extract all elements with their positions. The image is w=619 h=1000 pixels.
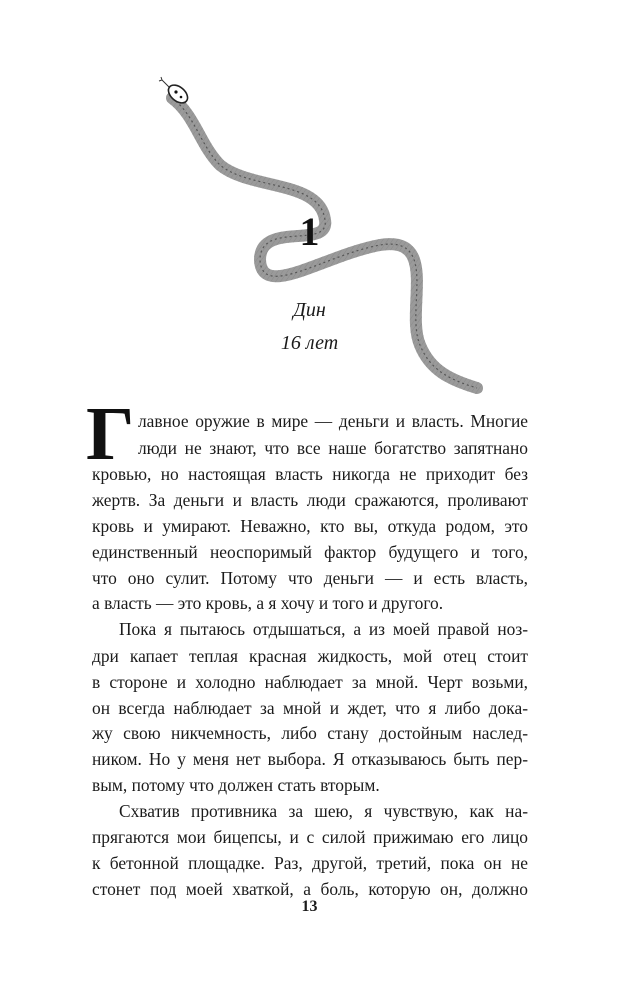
text-line: прягаются мои бицепсы, и с силой прижимаю его лицо: [92, 827, 528, 847]
chapter-pov-name: Дин: [293, 299, 326, 321]
text-line: жертв. За деньги и власть люди сражаются, проливают: [92, 490, 528, 510]
drop-cap: Г: [86, 392, 135, 476]
chapter-pov-age: 16 лет: [280, 332, 339, 354]
text-line: в стороне и холодно наблюдает за мной. Черт возьми,: [92, 672, 528, 692]
text-line: лавное оружие в мире — деньги и власть. Многие: [138, 411, 528, 431]
text-line: ником. Но у меня нет выбора. Я отказываюсь быть пер-: [92, 749, 528, 769]
text-line: стонет под моей хваткой, а боль, которую он, должно: [92, 879, 528, 899]
text-line: Схватив противника за шею, я чувствую, как на-: [119, 801, 528, 821]
text-line: дри капает теплая красная жидкость, мой отец стоит: [92, 646, 528, 666]
text-line: кровью, но настоящая власть никогда не приходит без: [92, 464, 528, 484]
text-line: что оно сулит. Потому что деньги — и есть власть,: [92, 568, 528, 588]
text-line: Пока я пытаюсь отдышаться, а из моей правой ноз-: [119, 619, 528, 639]
text-line: люди не знают, что все наше богатство запятнано: [138, 438, 528, 458]
text-line: к бетонной площадке. Раз, другой, третий, пока он не: [92, 853, 528, 873]
chapter-number: 1: [299, 209, 320, 254]
text-line: кровь и умирают. Неважно, кто вы, откуда родом, это: [92, 516, 528, 536]
text-line: жу свою никчемность, либо стану достойным наслед-: [92, 723, 528, 743]
text-line: а власть — это кровь, а я хочу и того и другого.: [92, 593, 444, 613]
text-line: единственный неоспоримый фактор будущего и того,: [92, 542, 528, 562]
text-line: вым, потому что должен стать вторым.: [92, 775, 380, 795]
page-number: 13: [301, 898, 318, 915]
text-line: он всегда наблюдает за мной и ждет, что я либо дока-: [92, 698, 528, 718]
